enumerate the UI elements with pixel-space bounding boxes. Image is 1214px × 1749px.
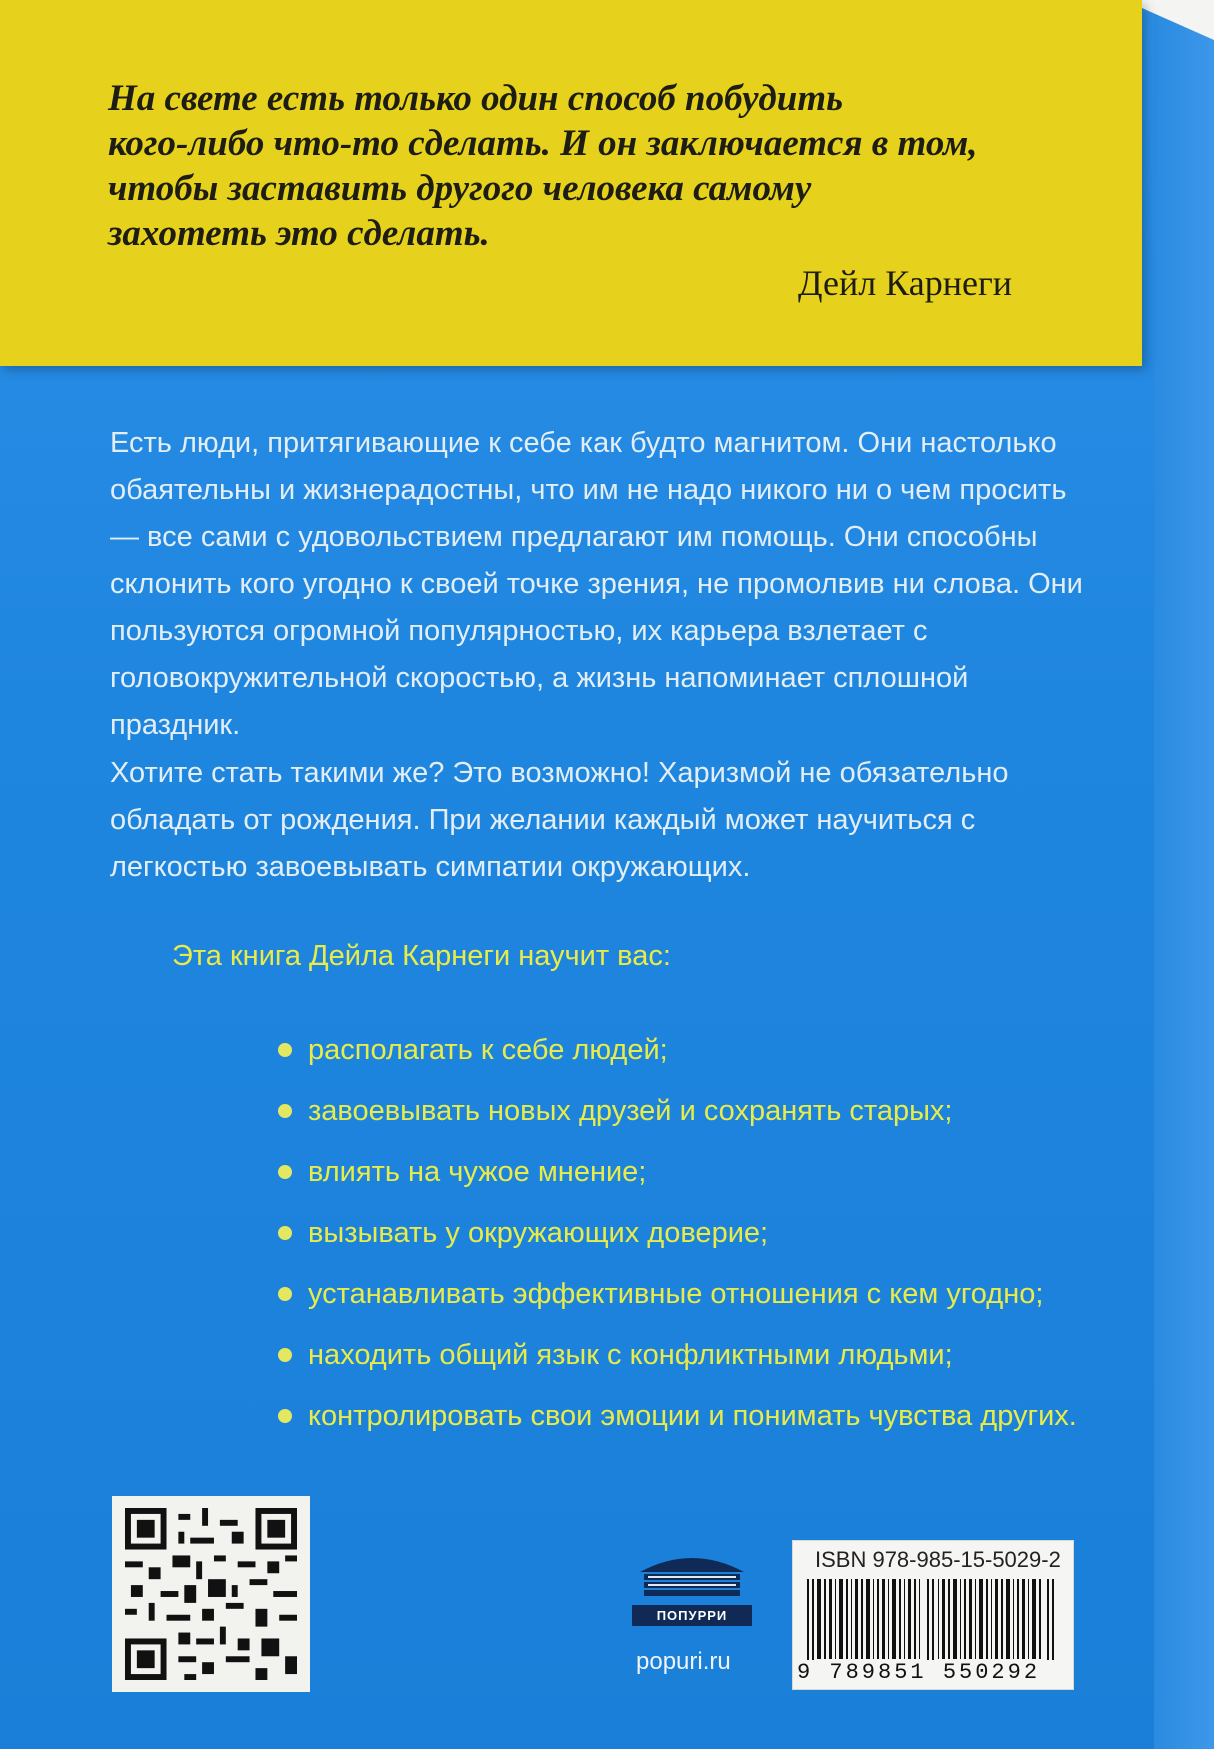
bullet-icon: [278, 1409, 292, 1423]
bullet-icon: [278, 1043, 292, 1057]
isbn-label: ISBN 978-985-15-5029-2: [815, 1547, 1061, 1572]
bullet-icon: [278, 1287, 292, 1301]
publisher-name: ПОПУРРИ: [632, 1605, 752, 1626]
bullet-icon: [278, 1104, 292, 1118]
feature-text: влиять на чужое мнение;: [308, 1156, 647, 1188]
feature-item: [278, 1148, 1077, 1209]
feature-text: вызывать у окружающих доверие;: [308, 1217, 769, 1249]
quote-box: [0, 0, 1142, 366]
bullet-icon: [278, 1165, 292, 1179]
description-paragraph-2: Хотите стать такими же? Это возможно! Харизмой не обязательно обладать от рождения. При желании каждый может научиться с легкостью завоевывать симпатии окружающих.: [110, 757, 1009, 883]
feature-item: [278, 1392, 1077, 1453]
quote-line: кого-либо что-то сделать. И он заключается в том,: [108, 123, 978, 164]
cover-edge: [1154, 0, 1214, 1749]
quote-line: чтобы заставить другого человека самому: [108, 168, 812, 209]
qr-code-icon: [124, 1508, 298, 1680]
feature-item: [278, 1026, 1077, 1087]
feature-text: устанавливать эффективные отношения с кем угодно;: [308, 1278, 1044, 1310]
barcode-digits: 9 789851 550292: [797, 1660, 1069, 1685]
feature-text: располагать к себе людей;: [308, 1034, 668, 1066]
feature-item: [278, 1270, 1077, 1331]
feature-item: [278, 1087, 1077, 1148]
feature-item: [278, 1209, 1077, 1270]
feature-text: завоевывать новых друзей и сохранять старых;: [308, 1095, 953, 1127]
features-intro: Эта книга Дейла Карнеги научит вас:: [172, 940, 671, 972]
publisher-site-link[interactable]: popuri.ru: [636, 1648, 731, 1675]
qr-code[interactable]: [112, 1496, 310, 1692]
feature-text: контролировать свои эмоции и понимать чувства других.: [308, 1400, 1077, 1432]
quote-author: Дейл Карнеги: [798, 263, 1012, 303]
quote-text: [108, 76, 1118, 256]
features-list: [278, 1026, 1077, 1453]
bullet-icon: [278, 1348, 292, 1362]
publisher-logo: [632, 1550, 752, 1626]
feature-text: находить общий язык с конфликтными людьми;: [308, 1339, 953, 1371]
quote-line: захотеть это сделать.: [108, 213, 490, 254]
description-paragraph-1: Есть люди, притягивающие к себе как будто магнитом. Они настолько обаятельны и жизнерадостны, что им не надо никого ни о чем просить — все сами с удовольствием предлагают им помощь. Они способны склонить кого угодно к своей точке зрения, не промолвив ни слова. Они пользуются огромной популярностью, их карьера взлетает с головокружительной скоростью, а жизнь напоминает сплошной праздник.: [110, 427, 1083, 741]
quote-line: На свете есть только один способ побудить: [108, 78, 844, 119]
isbn-barcode: [792, 1540, 1074, 1690]
publisher-building-icon: [632, 1550, 752, 1598]
feature-item: [278, 1331, 1077, 1392]
bullet-icon: [278, 1226, 292, 1240]
